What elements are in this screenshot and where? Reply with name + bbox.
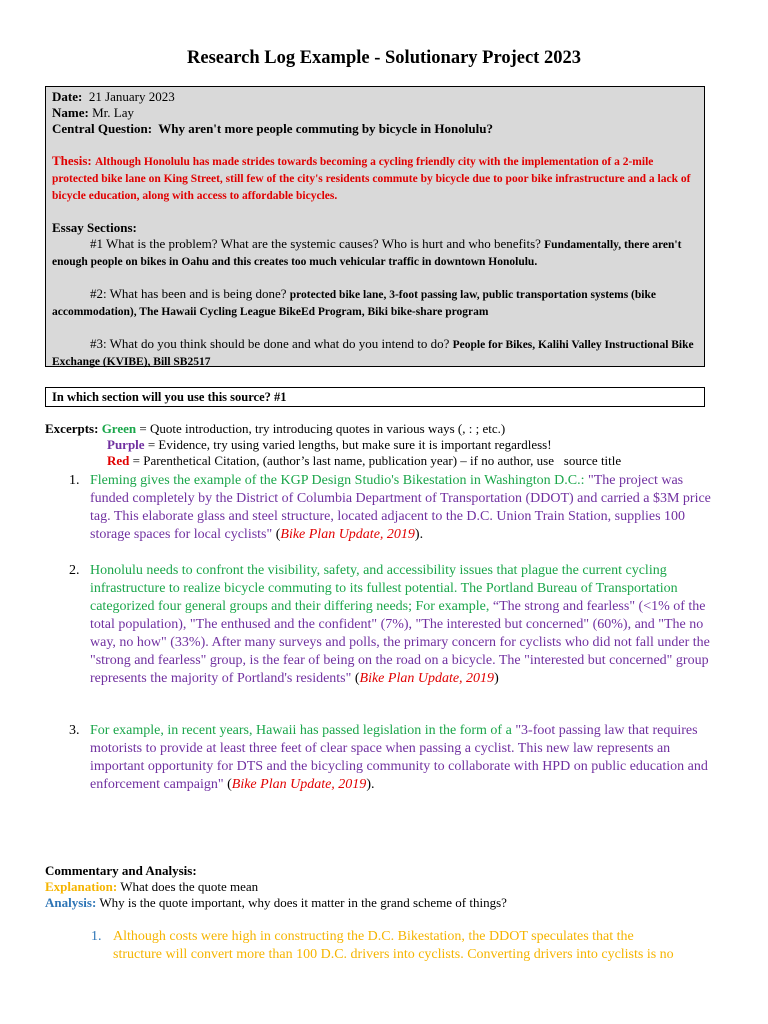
legend-red-word: Red <box>107 453 130 468</box>
quote-evidence: “The strong and fearless" (<1% of the total population), "The enthused and the confident" (7%), "The interested but concerned" (60%), and "The no way, no how" (33%). After many surveys and polls, the primary concern for cyclists who did not fall under the "strong and fearless" group, is the fear of being on the road on a bicycle. The "interested but concerned" group represents the majority of Portland's residents" <box>90 599 710 686</box>
central-question-value: Why aren't more people commuting by bicycle in Honolulu? <box>158 121 493 136</box>
central-question-line <box>52 121 698 137</box>
citation-open: ( <box>272 527 281 542</box>
citation-title: Bike Plan Update, 2019 <box>280 527 415 542</box>
commentary-section <box>45 863 725 911</box>
quote-number: 2. <box>69 563 80 578</box>
analysis-text-line-2: structure will convert more than 100 D.C. drivers into cyclists. Converting drivers into cyclists is no <box>113 947 674 962</box>
research-header-box <box>45 86 705 367</box>
quote-number: 3. <box>69 723 80 738</box>
quote-list-item-2 <box>45 562 725 688</box>
date-value: 21 January 2023 <box>88 89 175 104</box>
essay-section-2 <box>52 286 698 320</box>
section-1-answer: Fundamentally, there aren't enough people on bikes in Oahu and this creates too much vehicular traffic in downtown Honolulu. <box>52 239 682 268</box>
analysis-text-line-1: Although costs were high in constructing the D.C. Bikestation, the DDOT speculates that the <box>113 929 634 944</box>
essay-sections-label: Essay Sections: <box>52 220 137 235</box>
legend-green-line <box>45 421 725 437</box>
document-title: Research Log Example - Solutionary Project 2023 <box>187 48 581 68</box>
quote-list-item-3 <box>45 722 725 794</box>
thesis-line <box>52 153 698 204</box>
section-3-answer: People for Bikes, Kalihi Valley Instructional Bike Exchange (KVIBE), Bill SB2517 <box>52 339 694 368</box>
quote-evidence: "3-foot passing law that requires motorists to provide at least three feet of clear space when passing a cyclist. This new law represents an important opportunity for DTS and the bicycling community to collaborate with HPD on public education and enforcement campaign" <box>90 723 708 792</box>
explanation-desc: What does the quote mean <box>120 879 259 894</box>
quote-evidence: "The project was funded completely by the District of Columbia Department of Transportation (DDOT) and carried a $3M price tag. This elaborate glass and steel structure, located adjacent to the D.C. Union Train Station, supplies 100 storage spaces for local cyclists" <box>90 473 711 542</box>
citation-close: ). <box>414 527 424 542</box>
excerpts-legend <box>45 421 725 469</box>
date-line <box>52 89 698 105</box>
central-question-label: Central Question: <box>52 121 153 136</box>
legend-purple-word: Purple <box>107 437 145 452</box>
section-2-answer: protected bike lane, 3-foot passing law, public transportation systems (bike accommodation), The Hawaii Cycling League BikeEd Program, Biki bike-share program <box>52 289 656 318</box>
legend-green-desc: = Quote introduction, try introducing quotes in various ways (, : ; etc.) <box>139 421 506 436</box>
analysis-desc: Why is the quote important, why does it matter in the grand scheme of things? <box>99 895 507 910</box>
citation-title: Bike Plan Update, 2019 <box>359 671 495 686</box>
analysis-list-item-1 <box>45 928 725 964</box>
citation-close: ). <box>366 777 375 792</box>
thesis-value: Although Honolulu has made strides towards becoming a cycling friendly city with the implementation of a 2-mile protected bike lane on King Street, still few of the city's residents commute by bicycle due to poor bike infrastructure and a lack of bicycle education, along with access to affordable bicycles. <box>52 156 691 202</box>
legend-red-line <box>45 453 725 469</box>
quote-number: 1. <box>69 473 80 488</box>
section-1-question: #1 What is the problem? What are the systemic causes? Who is hurt and who benefits? <box>90 236 541 251</box>
citation-title: Bike Plan Update, 2019 <box>231 777 367 792</box>
citation-open: ( <box>351 671 360 686</box>
thesis-label: Thesis: <box>52 153 92 168</box>
name-line <box>52 105 698 121</box>
quote-list-item-1 <box>45 472 725 544</box>
citation-open: ( <box>223 777 232 792</box>
essay-section-1 <box>52 236 698 270</box>
section-2-question: #2: What has been and is being done? <box>90 286 287 301</box>
name-value: Mr. Lay <box>92 105 134 120</box>
explanation-label: Explanation: <box>45 879 118 894</box>
date-label: Date: <box>52 89 83 104</box>
analysis-line <box>45 895 725 911</box>
analysis-number: 1. <box>91 929 102 944</box>
legend-red-desc: = Parenthetical Citation, (author’s last name, publication year) – if no author, use source title <box>132 453 622 468</box>
explanation-line <box>45 879 725 895</box>
legend-purple-line <box>45 437 725 453</box>
source-section-box: In which section will you use this source? #1 <box>45 387 705 407</box>
essay-section-3 <box>52 336 698 370</box>
legend-purple-desc: = Evidence, try using varied lengths, but make sure it is important regardless! <box>147 437 552 452</box>
citation-close: ) <box>494 671 499 686</box>
analysis-label: Analysis: <box>45 895 97 910</box>
name-label: Name: <box>52 105 89 120</box>
commentary-heading: Commentary and Analysis: <box>45 863 197 878</box>
quote-intro: For example, in recent years, Hawaii has passed legislation in the form of a <box>90 723 512 738</box>
excerpts-label: Excerpts: <box>45 421 99 436</box>
quote-intro: Fleming gives the example of the KGP Design Studio's Bikestation in Washington D.C.: <box>90 473 585 488</box>
legend-green-word: Green <box>101 421 137 436</box>
section-3-question: #3: What do you think should be done and what do you intend to do? <box>90 336 450 351</box>
quote-intro: Honolulu needs to confront the visibility, safety, and accessibility issues that plague the current cycling infrastructure to realize bicycle commuting to its fullest potential. The Portland Bureau of Transportation categorized four general groups and their differing needs; For example, <box>90 563 678 614</box>
